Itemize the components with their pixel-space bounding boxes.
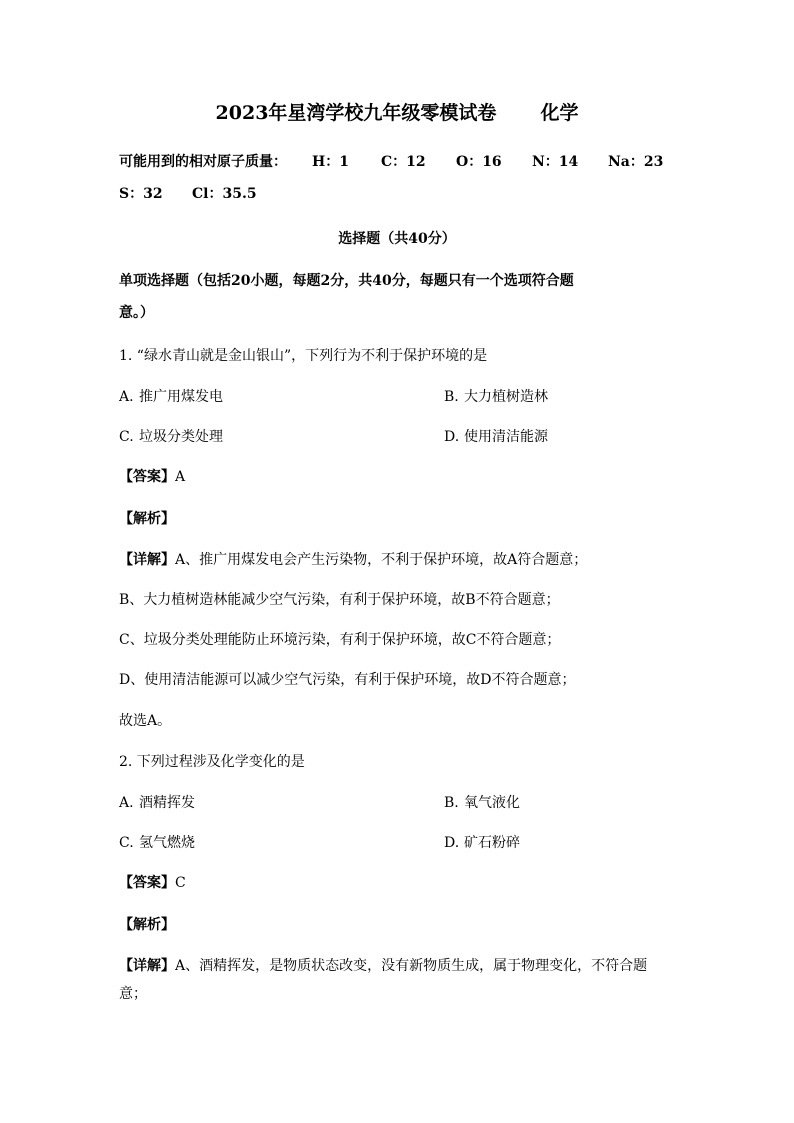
question-2-detail-line-1: 【详解】A、酒精挥发，是物质状态改变，没有新物质生成，属于物理变化，不符合题	[119, 958, 648, 974]
question-1-stem: 1. “绿水青山就是金山银山”，下列行为不利于保护环境的是	[119, 348, 488, 364]
title-main: 2023年星湾学校九年级零模试卷	[215, 102, 497, 124]
instructions-line-1: 单项选择题（包括20小题，每题2分，共40分，每题只有一个选项符合题	[119, 273, 574, 289]
question-1-detail-line-2: B、大力植树造林能减少空气污染，有利于保护环境，故B不符合题意；	[119, 592, 560, 608]
question-1-analysis-label: 【解析】	[119, 511, 175, 527]
question-2-stem: 2. 下列过程涉及化学变化的是	[119, 754, 305, 770]
question-1-detail-line-4: D、使用清洁能源可以减少空气污染，有利于保护环境，故D不符合题意；	[119, 672, 576, 688]
atomic-mass-n: N：14	[532, 154, 579, 170]
question-1-detail-line-5: 故选A。	[119, 713, 172, 729]
question-2-option-a: A. 酒精挥发	[119, 795, 195, 811]
section-title: 选择题（共40分）	[338, 231, 456, 247]
question-1-option-b: B. 大力植树造林	[444, 389, 548, 405]
question-2-answer: 【答案】C	[119, 875, 186, 891]
question-1-detail-line-3: C、垃圾分类处理能防止环境污染，有利于保护环境，故C不符合题意；	[119, 632, 561, 648]
atomic-mass-h: H：1	[312, 154, 349, 170]
atomic-mass-o: O：16	[456, 154, 502, 170]
question-2-option-d: D. 矿石粉碎	[444, 835, 520, 851]
page-title	[0, 101, 794, 125]
question-2-option-c: C. 氢气燃烧	[119, 835, 195, 851]
question-1-option-a: A. 推广用煤发电	[119, 389, 223, 405]
instructions-line-2: 意。）	[119, 305, 154, 321]
question-1-option-d: D. 使用清洁能源	[444, 429, 548, 445]
question-2-detail-line-2: 意；	[119, 986, 147, 1002]
atomic-mass-c: C：12	[381, 154, 426, 170]
question-2-option-b: B. 氧气液化	[444, 795, 520, 811]
question-1-detail-line-1: 【详解】A、推广用煤发电会产生污染物，不利于保护环境，故A符合题意；	[119, 552, 588, 568]
question-1-answer: 【答案】A	[119, 469, 186, 485]
title-subject: 化学	[540, 102, 579, 124]
question-1-option-c: C. 垃圾分类处理	[119, 429, 223, 445]
atomic-mass-s: S：32	[119, 186, 163, 202]
atomic-mass-label: 可能用到的相对原子质量：	[119, 154, 287, 170]
atomic-mass-na: Na：23	[608, 154, 664, 170]
question-2-analysis-label: 【解析】	[119, 917, 175, 933]
atomic-mass-cl: Cl：35.5	[192, 186, 257, 202]
